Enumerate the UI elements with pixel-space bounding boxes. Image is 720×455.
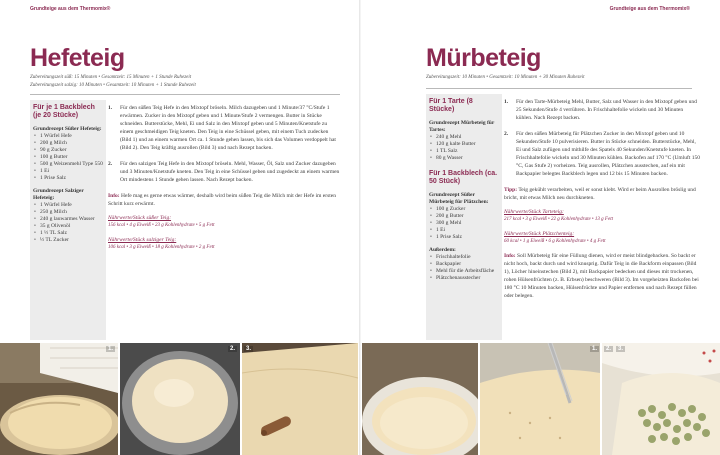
ingredient-item: • 250 g Milch — [33, 209, 103, 216]
ingredient-item: • Frischhaltefolie — [429, 254, 499, 261]
step-number: 1. — [108, 105, 113, 111]
ingredient-list — [33, 133, 103, 182]
ingredient-item: • 1 Würfel Hefe — [33, 202, 103, 209]
prep-time-meta — [426, 74, 716, 82]
running-head-right: Grundteige aus dem Thermomix® — [609, 6, 690, 12]
step-text: Für den Tarte-Mürbeteig Mehl, Butter, Salz und Wasser in den Mixtopf geben und 25 Sekunden/Stufe 4 verrühren. In Frischhaltefolie wickeln und 30 Minuten kühlen. Nach Rezept backen. — [516, 99, 697, 121]
info-label: Info: — [504, 253, 516, 259]
running-head-left: Grundteige aus dem Thermomix® — [30, 6, 111, 12]
step-number: 2. — [504, 131, 509, 137]
info-text: Hefe mag es gerne etwas wärmer, deshalb wird beim süßen Teig die Milch mit der Hefe im ersten Schritt kurz erwärmt. — [108, 193, 336, 207]
photo-blind-baking-peas — [602, 343, 720, 455]
dough-bowl-photo — [0, 343, 118, 455]
info-text: Soll Mürbeteig für eine Füllung dienen, wird er meist blindgebacken. So backt er nicht hoch, backt durch und wird knusprig. Dafür Teig in die Backform einpassen (Bild 1), Löcher hineinstechen (Bild 2), mit Backpapier bedecken und dieses mit trockenen, rohen Hülsenfrüchten (z. B. Erbsen) beschweren (Bild 3). Im vorgeheizten Backofen bei 180 °C 10 Minuten backen, Hülsenfrüchte und Papier entfernen und nach Rezept füllen oder belegen. — [504, 253, 699, 299]
step-text: Für den salzigen Teig Hefe in den Mixtopf bröseln. Mehl, Wasser, Öl, Salz und Zucker dazugeben und 3 Minuten/Knetstufe kneten. Den Teig in eine Schüssel geben und zugedeckt an einem warmen Ort mindestens 1 Stunde gehen lassen. Nach Rezept backen. — [120, 161, 340, 183]
photo-number: 2. — [606, 346, 612, 352]
ingredient-item: • 240 g lauwarmes Wasser — [33, 216, 103, 223]
ingredient-list — [429, 206, 499, 241]
tip-note — [504, 186, 700, 202]
ingredient-group-title: Außerdem: — [429, 247, 456, 253]
prep-time-line: Zubereitungszeit salzig: 10 Minuten • Gesamtzeit: 10 Minuten + 1 Stunde Ruhezeit — [30, 83, 196, 88]
recipe-title-muerbeteig: Mürbeteig — [426, 44, 541, 72]
ingredient-group-title: Grundrezept Süßer Mürbeteig für Plätzchen: — [429, 192, 489, 205]
yield-label: Für 1 Tarte (8 Stücke) — [429, 98, 473, 113]
photo-dough-rolling — [242, 343, 358, 455]
prep-time-line: Zubereitungszeit: 10 Minuten • Gesamtzeit: 10 Minuten + 30 Minuten Ruhezeit — [426, 75, 585, 80]
ingredient-item: • 1 Prise Salz — [33, 175, 103, 182]
step-text: Für den süßen Mürbeteig für Plätzchen Zucker in den Mixtopf geben und 10 Sekunden/Stufe 10 pulverisieren. Butter in Stücke schneiden. Butterstücke, Mehl, Ei und Salz zufügen und mithilfe des Spatels 40 Sekunden/Knetstufe kneten. In Frischhaltefolie wickeln und 30 Minuten kühlen. Backofen auf 170 °C (Umluft 150 °C, Gas Stufe 2) vorheizen. Teig ausrollen, Plätzchen ausstechen, auf ein mit Backpapier belegtes Backblech legen und 12 bis 15 Minuten backen. — [516, 131, 700, 177]
photo-number: 1. — [108, 346, 114, 352]
ingredient-item: • 1 ½ TL Salz — [33, 230, 103, 237]
ingredient-item: • 100 g Zucker — [429, 206, 499, 213]
ingredient-item: • 1 Würfel Hefe — [33, 133, 103, 140]
ingredients-sidebar — [30, 100, 106, 340]
ingredient-item: • 500 g Weizenmehl Type 550 — [33, 161, 103, 168]
photo-number: 1. — [592, 346, 598, 352]
step-number: 2. — [108, 161, 113, 167]
instructions-column — [108, 104, 340, 252]
nutrition-values: 106 kcal • 3 g Eiweiß • 18 g Kohlenhydrate • 2 g Fett — [108, 245, 215, 250]
recipe-title-hefeteig: Hefeteig — [30, 44, 125, 72]
ingredient-item: • 1 Prise Salz — [429, 234, 499, 241]
photo-dough-risen — [120, 343, 240, 455]
instruction-step — [504, 130, 700, 178]
photo-dough-covered-bowl — [0, 343, 118, 455]
ingredient-item: • Backpapier — [429, 261, 499, 268]
ingredient-list — [33, 202, 103, 244]
instruction-step — [504, 98, 700, 122]
ingredient-item: • 240 g Mehl — [429, 134, 499, 141]
photo-strip — [0, 343, 720, 455]
ingredient-item: • 1 Ei — [429, 227, 499, 234]
prep-time-line: Zubereitungszeit süß: 15 Minuten • Gesamtzeit: 15 Minuten + 1 Stunde Ruhezeit — [30, 75, 192, 80]
prep-time-meta — [30, 74, 340, 90]
info-label: Info: — [108, 193, 120, 199]
ingredient-item: • ½ TL Zucker — [33, 237, 103, 244]
ingredient-item: • 300 g Mehl — [429, 220, 499, 227]
divider — [426, 88, 692, 89]
ingredient-item: • 1 Ei — [33, 168, 103, 175]
info-note — [108, 192, 340, 208]
ingredient-group-title: Grundrezept Süßer Hefeteig: — [33, 126, 102, 132]
ingredients-sidebar — [426, 94, 502, 340]
ingredient-item: • 1 TL Salz — [429, 148, 499, 155]
instruction-step — [108, 104, 340, 152]
photo-number: 3. — [246, 346, 252, 352]
photo-number: 2. — [230, 346, 236, 352]
blind-baking-photo — [602, 343, 720, 455]
dough-risen-photo — [120, 343, 240, 455]
tart-pan-photo — [362, 343, 478, 455]
info-note — [504, 252, 700, 300]
ingredient-item: • 100 g Butter — [33, 154, 103, 161]
instructions-column — [504, 98, 700, 300]
nutrition-heading: Nährwerte/Stück salziger Teig: — [108, 237, 177, 243]
ingredient-list — [429, 254, 499, 282]
pricking-dough-photo — [480, 343, 600, 455]
nutrition-values: 60 kcal • 1 g Eiweiß • 6 g Kohlenhydrate • 4 g Fett — [504, 239, 606, 244]
ingredient-group-title: Grundrezept Salziger Hefeteig: — [33, 188, 84, 201]
tip-label: Tipp: — [504, 187, 518, 193]
photo-pricking-dough — [480, 343, 600, 455]
ingredient-item: • 120 g kalte Butter — [429, 141, 499, 148]
tip-text: Teig gekühlt verarbeiten, weil er sonst klebt. Wird er beim Ausrollen bröslig und bricht, mit etwas Milch neu durchkneten. — [504, 187, 696, 201]
nutrition-heading: Nährwerte/Stück Tarteteig: — [504, 209, 564, 215]
divider — [30, 94, 340, 95]
step-text: Für den süßen Teig Hefe in den Mixtopf bröseln. Milch dazugeben und 1 Minute/37 °C/Stufe 1 erwärmen. Zucker in den Mixtopf geben und 1 Minute/Stufe 2 vermengen. Butter in Stücke schneiden. Butterstücke, Mehl, Ei und Salz in den Mixtopf geben und 5 Minuten/Knetstufe zu einem geschmeidigen Teig kneten. Den Teig in eine Schüssel geben, mit einem Tuch zudecken (Bild 1) und an einem warmen Ort ca. 1 Stunde gehen lassen, bis sich das Volumen verdoppelt hat (Bild 2). Den Teig kräftig ausrollen (Bild 3) und nach Rezept backen. — [120, 105, 336, 151]
step-number: 1. — [504, 99, 509, 105]
nutrition-heading: Nährwerte/Stück süßer Teig: — [108, 215, 172, 221]
photo-number: 3. — [618, 346, 624, 352]
ingredient-item: • 90 g Zucker — [33, 147, 103, 154]
yield-label: Für je 1 Backblech (je 20 Stücke) — [33, 104, 95, 119]
instruction-step — [108, 160, 340, 184]
nutrition-values: 156 kcal • 4 g Eiweiß • 23 g Kohlenhydrate • 5 g Fett — [108, 223, 215, 228]
ingredient-item: • Plätzchenausstecher — [429, 275, 499, 282]
photo-tart-pan — [362, 343, 478, 455]
ingredient-list — [429, 134, 499, 162]
ingredient-item: • 200 g Butter — [429, 213, 499, 220]
ingredient-item: • 80 g Wasser — [429, 155, 499, 162]
dough-rolling-photo — [242, 343, 358, 455]
ingredient-group-title: Grundrezept Mürbeteig für Tartes: — [429, 120, 495, 133]
nutrition-values: 217 kcal • 3 g Eiweiß • 22 g Kohlenhydrate • 13 g Fett — [504, 217, 613, 222]
nutrition-heading: Nährwerte/Stück Plätzchenteig: — [504, 231, 575, 237]
ingredient-item: • 200 g Milch — [33, 140, 103, 147]
yield-label: Für 1 Backblech (ca. 50 Stück) — [429, 170, 498, 185]
ingredient-item: • 35 g Olivenöl — [33, 223, 103, 230]
ingredient-item: • Mehl für die Arbeitsfläche — [429, 268, 499, 275]
